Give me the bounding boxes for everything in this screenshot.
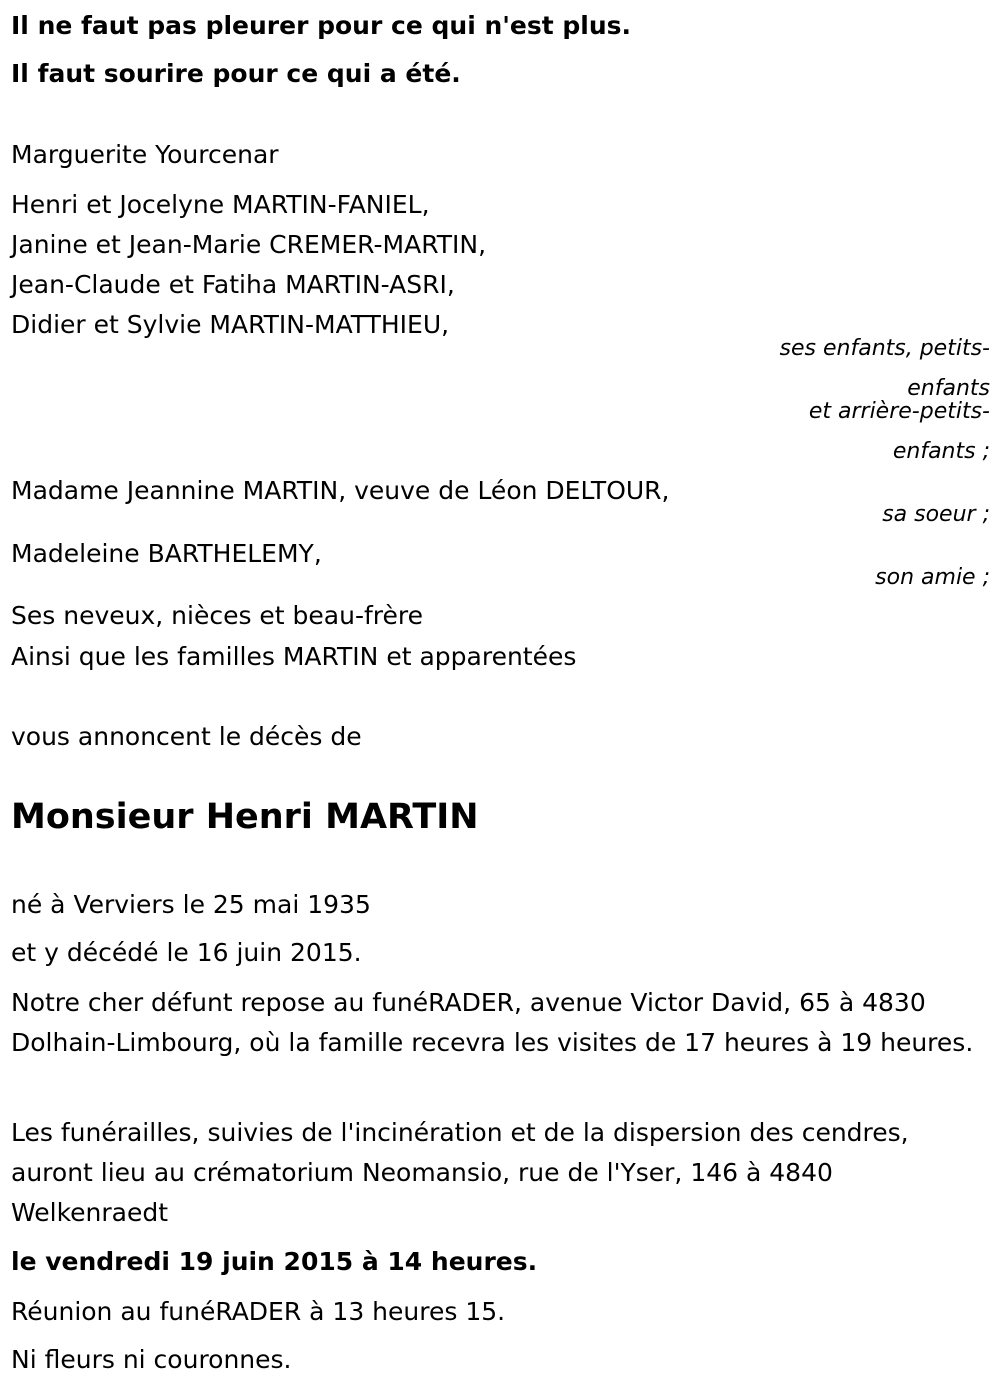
funeral-date: le vendredi 19 juin 2015 à 14 heures. [11,1247,538,1276]
family-sister: Madame Jeannine MARTIN, veuve de Léon DELTOUR, [11,476,670,505]
children-role-1a: ses enfants, petits- [779,336,990,361]
death-info: et y décédé le 16 juin 2015. [11,938,362,967]
family-child-2: Janine et Jean-Marie CREMER-MARTIN, [11,230,487,259]
quote-line-1: Il ne faut pas pleurer pour ce qui n'est plus. [11,11,632,40]
flowers-note: Ni fleurs ni couronnes. [11,1345,292,1374]
quote-author: Marguerite Yourcenar [11,140,279,169]
children-role-2b: enfants ; [892,439,990,464]
family-friend: Madeleine BARTHELEMY, [11,539,322,568]
family-child-3: Jean-Claude et Fatiha MARTIN-ASRI, [11,270,455,299]
deceased-name: Monsieur Henri MARTIN [11,797,479,837]
meeting-info: Réunion au funéRADER à 13 heures 15. [11,1297,506,1326]
quote-line-2: Il faut sourire pour ce qui a été. [11,59,461,88]
family-others-1: Ses neveux, nièces et beau-frère [11,601,424,630]
funeral-info: Les funérailles, suivies de l'incinération et de la dispersion des cendres, auront lieu au crématorium Neomansio, rue de l'Yser, 146 à 4840 Welkenraedt [11,1118,909,1227]
sister-role: sa soeur ; [882,502,990,527]
family-others-2: Ainsi que les familles MARTIN et apparentées [11,642,577,671]
birth-info: né à Verviers le 25 mai 1935 [11,890,371,919]
announcement-intro: vous annoncent le décès de [11,722,362,751]
friend-role: son amie ; [875,565,990,590]
children-role-2a: et arrière-petits- [808,399,990,424]
children-role-1b: enfants [907,376,990,401]
family-child-1: Henri et Jocelyne MARTIN-FANIEL, [11,190,430,219]
family-child-4: Didier et Sylvie MARTIN-MATTHIEU, [11,310,450,339]
rest-info: Notre cher défunt repose au funéRADER, avenue Victor David, 65 à 4830 Dolhain-Limbourg, où la famille recevra les visites de 17 heures à 19 heures. [11,988,974,1057]
